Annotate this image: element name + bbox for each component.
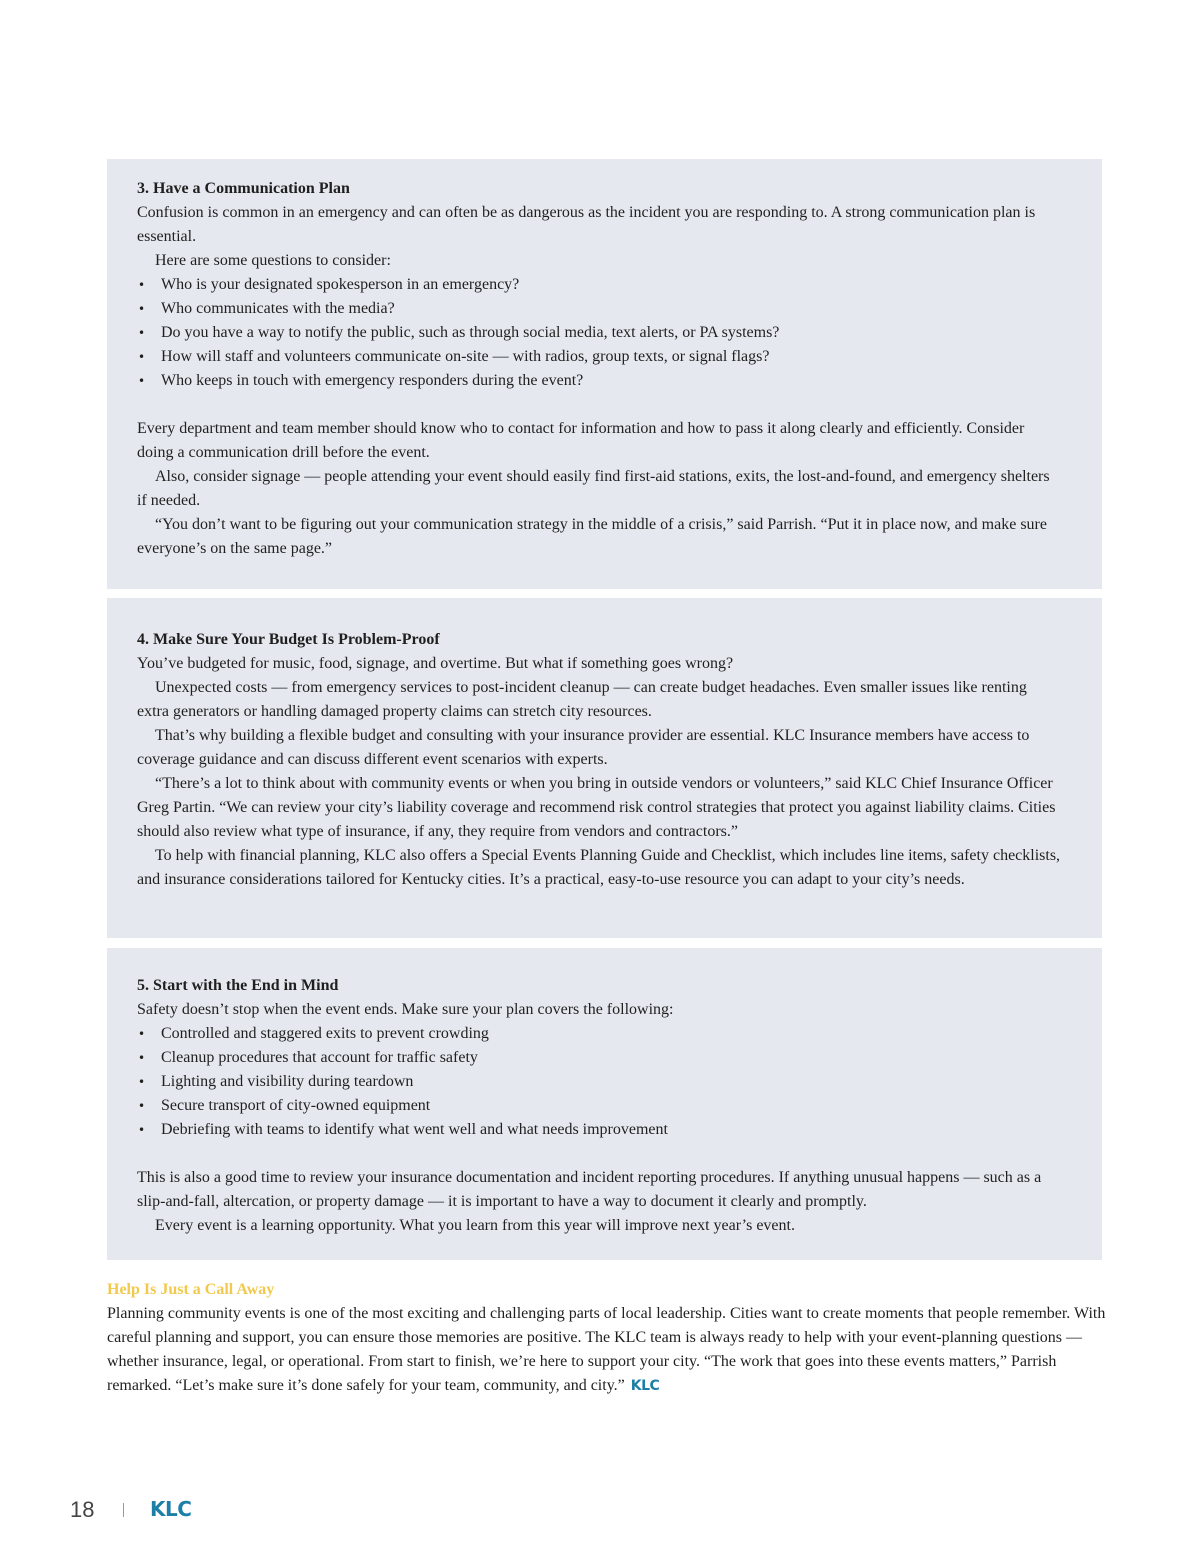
question-list xyxy=(137,273,1062,393)
help-body: Planning community events is one of the most exciting and challenging parts of local leadership. Cities want to create moments that people remember. With careful planning and support, you can ensure those memories are positive. The KLC team is always ready to help with your event-planning questions — whether insurance, legal, or operational. From start to finish, we’re here to support your city. “The work that goes into these events matters,” Parrish remarked. “Let’s make sure it’s done safely for your team, community, and city.” KLC xyxy=(107,1305,1106,1394)
bullet-icon: • xyxy=(138,374,146,388)
list-item: • Who communicates with the media? xyxy=(137,297,1062,321)
list-item: • How will staff and volunteers communicate on-site — with radios, group texts, or signal flags? xyxy=(137,345,1062,369)
bullet-icon: • xyxy=(138,278,146,292)
paragraph: Also, consider signage — people attending your event should easily find first-aid stations, exits, the lost-and-found, and emergency shelters if needed. xyxy=(137,468,1050,509)
list-item: • Who is your designated spokesperson in an emergency? xyxy=(137,273,1062,297)
klc-logo: KLC xyxy=(150,1497,192,1521)
bullet-icon: • xyxy=(138,350,146,364)
bullet-icon: • xyxy=(138,326,146,340)
klc-end-mark: KLC xyxy=(630,1378,660,1394)
section-heading: 3. Have a Communication Plan xyxy=(137,180,350,197)
checklist xyxy=(137,1022,1062,1142)
bullet-icon: • xyxy=(138,1123,146,1137)
list-item: • Cleanup procedures that account for traffic safety xyxy=(137,1046,1062,1070)
paragraph: To help with financial planning, KLC also offers a Special Events Planning Guide and Checklist, which includes line items, safety checklists, and insurance considerations tailored for Kentucky cities. It’s a practical, easy-to-use resource you can adapt to your city’s needs. xyxy=(137,847,1061,888)
quote-paragraph: “You don’t want to be figuring out your communication strategy in the middle of a crisis,” said Parrish. “Put it in place now, and make sure everyone’s on the same page.” xyxy=(137,516,1047,557)
section-heading: 5. Start with the End in Mind xyxy=(137,977,339,994)
section-communication-plan xyxy=(107,159,1102,589)
bullet-icon: • xyxy=(138,302,146,316)
list-item: • Debriefing with teams to identify what went well and what needs improvement xyxy=(137,1118,1062,1142)
bullet-icon: • xyxy=(138,1099,146,1113)
bullet-icon: • xyxy=(138,1027,146,1041)
list-item: • Lighting and visibility during teardown xyxy=(137,1070,1062,1094)
help-heading: Help Is Just a Call Away xyxy=(107,1281,275,1298)
paragraph: That’s why building a flexible budget and consulting with your insurance provider are essential. KLC Insurance members have access to coverage guidance and can discuss different event scenarios with experts. xyxy=(137,727,1030,768)
page-number: 18 xyxy=(70,1497,95,1522)
section-budget xyxy=(107,598,1102,938)
paragraph: Every event is a learning opportunity. What you learn from this year will improve next year’s event. xyxy=(155,1217,795,1234)
section-lead: Here are some questions to consider: xyxy=(155,252,391,269)
paragraph: Every department and team member should know who to contact for information and how to pass it along clearly and efficiently. Consider doing a communication drill before the event. xyxy=(137,420,1025,461)
paragraph: This is also a good time to review your insurance documentation and incident reporting procedures. If anything unusual happens — such as a slip-and-fall, altercation, or property damage — it is important to have a way to document it clearly and promptly. xyxy=(137,1169,1042,1210)
footer-divider xyxy=(123,1503,124,1517)
quote-paragraph: “There’s a lot to think about with community events or when you bring in outside vendors or volunteers,” said KLC Chief Insurance Officer Greg Partin. “We can review your city’s liability coverage and recommend risk control strategies that protect you against liability claims. Cities should also review what type of insurance, if any, they require from vendors and contractors.” xyxy=(137,775,1056,840)
paragraph: Unexpected costs — from emergency services to post-incident cleanup — can create budget headaches. Even smaller issues like renting extra generators or handling damaged property claims can stretch city resources. xyxy=(137,679,1027,720)
list-item: • Controlled and staggered exits to prevent crowding xyxy=(137,1022,1062,1046)
list-item: • Do you have a way to notify the public, such as through social media, text alerts, or PA systems? xyxy=(137,321,1062,345)
section-intro: You’ve budgeted for music, food, signage, and overtime. But what if something goes wrong? xyxy=(137,655,734,672)
section-heading: 4. Make Sure Your Budget Is Problem-Proof xyxy=(137,631,440,648)
bullet-icon: • xyxy=(138,1075,146,1089)
help-section xyxy=(107,1278,1107,1398)
section-intro: Safety doesn’t stop when the event ends. Make sure your plan covers the following: xyxy=(137,1001,674,1018)
section-end-in-mind xyxy=(107,948,1102,1260)
section-intro: Confusion is common in an emergency and can often be as dangerous as the incident you are responding to. A strong communication plan is essential. xyxy=(137,204,1036,245)
list-item: • Who keeps in touch with emergency responders during the event? xyxy=(137,369,1062,393)
list-item: • Secure transport of city-owned equipment xyxy=(137,1094,1062,1118)
bullet-icon: • xyxy=(138,1051,146,1065)
